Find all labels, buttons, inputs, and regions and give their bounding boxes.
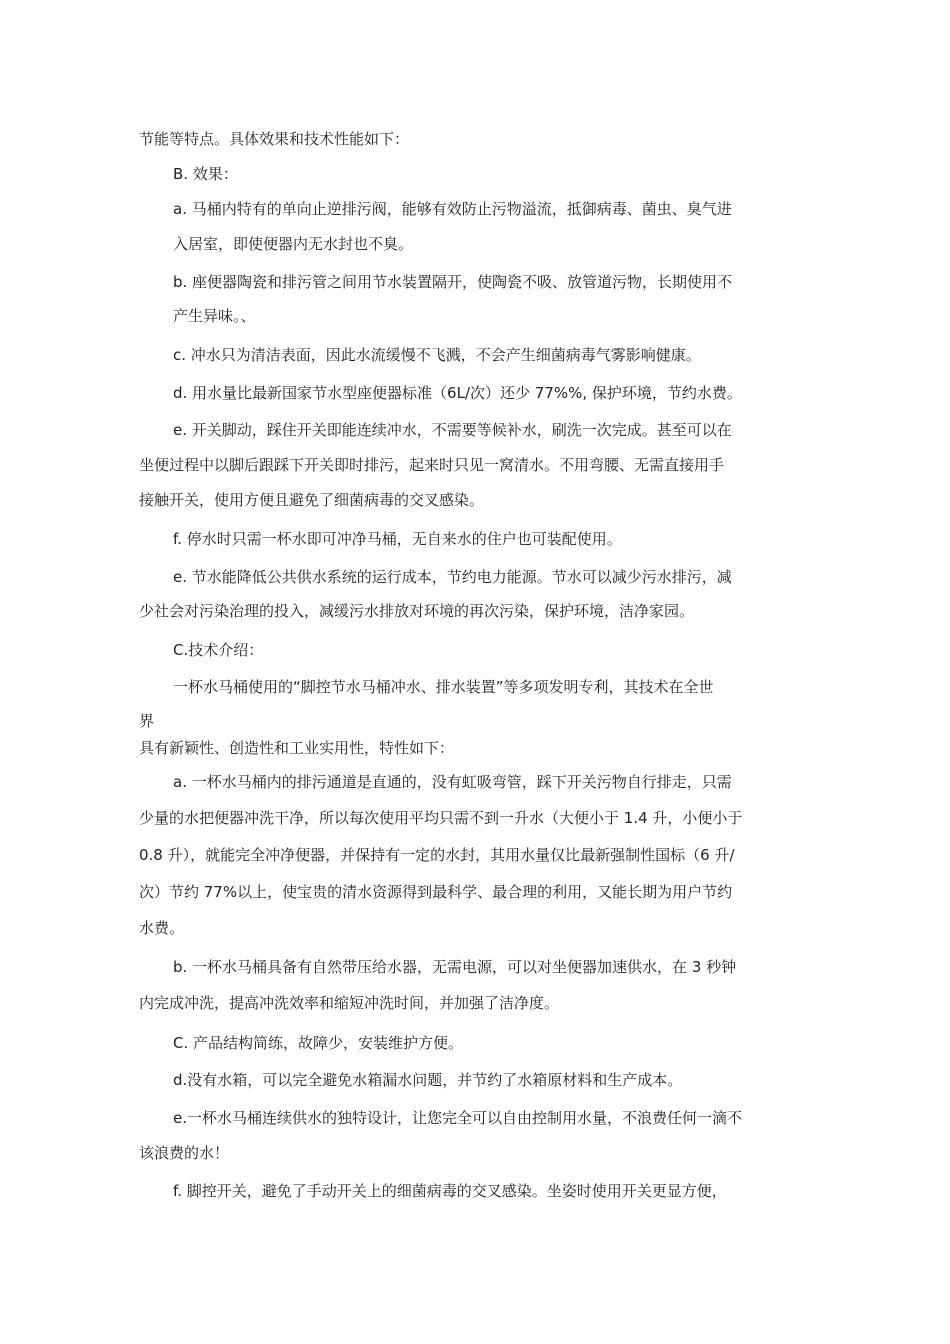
text-line: 一杯水马桶使用的“脚控节水马桶冲水、排水装置”等多项发明专利，其技术在全世 <box>173 678 714 696</box>
text-line: e. 节水能降低公共供水系统的运行成本，节约电力能源。节水可以减少污水排污，减 <box>173 568 732 586</box>
text-line: 节能等特点。具体效果和技术性能如下： <box>139 130 410 148</box>
text-line: 该浪费的水！ <box>139 1144 230 1162</box>
text-line: 水费。 <box>139 919 185 937</box>
text-line: C. 产品结构简练，故障少，安装维护方便。 <box>173 1034 464 1052</box>
text-line: 次）节约 77%以上，使宝贵的清水资源得到最科学、最合理的利用，又能长期为用户节约 <box>139 883 733 901</box>
text-line: a. 一杯水马桶内的排污通道是直通的，没有虹吸弯管，踩下开关污物自行排走，只需 <box>173 773 732 791</box>
text-line: 接触开关，使用方便且避免了细菌病毒的交叉感染。 <box>139 491 485 509</box>
text-line: 少量的水把便器冲洗干净，所以每次使用平均只需不到一升水（大便小于 1.4 升，小便小于 <box>139 809 743 827</box>
text-line: 少社会对污染治理的投入，减缓污水排放对环境的再次污染，保护环境，洁净家园。 <box>139 602 695 620</box>
text-line: 入居室，即使便器内无水封也不臭。 <box>173 235 414 253</box>
text-line: f. 停水时只需一杯水即可冲净马桶，无自来水的住户也可装配使用。 <box>173 530 622 548</box>
text-line: c. 冲水只为清洁表面，因此水流缓慢不飞溅，不会产生细菌病毒气雾影响健康。 <box>173 346 701 364</box>
text-line: e. 开关脚动，踩住开关即能连续冲水，不需要等候补水，刷洗一次完成。甚至可以在 <box>173 421 732 439</box>
text-line: b. 一杯水马桶具备有自然带压给水器，无需电源，可以对坐便器加速供水，在 3 秒钟 <box>173 958 737 976</box>
text-line: 坐便过程中以脚后跟踩下开关即时排污，起来时只见一窝清水。不用弯腰、无需直接用手 <box>139 456 725 474</box>
text-line: e.一杯水马桶连续供水的独特设计，让您完全可以自由控制用水量，不浪费任何一滴不 <box>173 1109 743 1127</box>
text-line: 内完成冲洗，提高冲洗效率和缩短冲洗时间，并加强了洁净度。 <box>139 994 560 1012</box>
text-line: 具有新颖性、创造性和工业实用性，特性如下： <box>139 739 455 757</box>
text-line: d.没有水箱，可以完全避免水箱漏水问题，并节约了水箱原材料和生产成本。 <box>173 1071 683 1089</box>
text-line: 界 <box>139 712 155 730</box>
section-heading-effects: B. 效果： <box>173 165 238 183</box>
text-line: b. 座便器陶瓷和排污管之间用节水装置隔开，使陶瓷不吸、放管道污物，长期使用不 <box>173 273 733 291</box>
text-line: d. 用水量比最新国家节水型座便器标准（6L/次）还少 77%%, 保护环境，节约水费。 <box>173 384 742 402</box>
text-line: a. 马桶内特有的单向止逆排污阀，能够有效防止污物溢流，抵御病毒、菌虫、臭气进 <box>173 200 732 218</box>
text-line: 产生异味。、 <box>173 307 256 325</box>
text-line: 0.8 升），就能完全冲净便器，并保持有一定的水封，其用水量仅比最新强制性国标（6 升/ <box>139 846 735 864</box>
text-line: f. 脚控开关，避免了手动开关上的细菌病毒的交叉感染。坐姿时使用开关更显方便， <box>173 1182 727 1200</box>
section-heading-tech: C.技术介绍： <box>173 641 264 659</box>
